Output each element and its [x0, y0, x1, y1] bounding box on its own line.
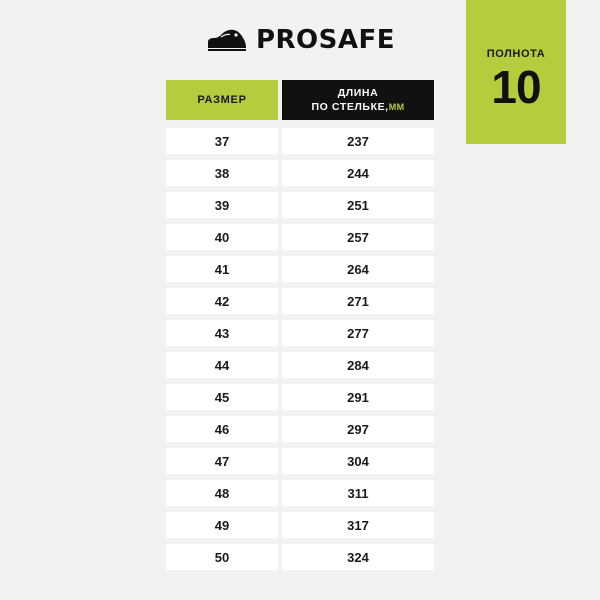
- table-row: [166, 352, 434, 378]
- cell-size: 43: [166, 320, 278, 346]
- cell-size: 48: [166, 480, 278, 506]
- table-row: [166, 512, 434, 538]
- column-header-length-unit: ММ: [388, 102, 405, 112]
- cell-size: 41: [166, 256, 278, 282]
- table-header-row: [166, 80, 434, 120]
- cell-length: 257: [282, 224, 434, 250]
- fullness-value: 10: [491, 61, 541, 113]
- table-row: [166, 416, 434, 442]
- cell-size: 38: [166, 160, 278, 186]
- table-row: [166, 192, 434, 218]
- cell-length: 271: [282, 288, 434, 314]
- cell-size: 50: [166, 544, 278, 570]
- column-header-length-line1: ДЛИНА: [337, 86, 379, 99]
- table-row: [166, 160, 434, 186]
- fullness-label: ПОЛНОТА: [486, 48, 546, 60]
- cell-length: 291: [282, 384, 434, 410]
- cell-length: 317: [282, 512, 434, 538]
- cell-length: 244: [282, 160, 434, 186]
- cell-size: 44: [166, 352, 278, 378]
- column-header-length: [282, 80, 434, 120]
- table-row: [166, 544, 434, 570]
- cell-size: 39: [166, 192, 278, 218]
- cell-size: 49: [166, 512, 278, 538]
- cell-length: 277: [282, 320, 434, 346]
- shoe-mark-icon: [205, 26, 249, 54]
- cell-size: 42: [166, 288, 278, 314]
- table-row: [166, 320, 434, 346]
- fullness-badge: [466, 0, 566, 144]
- table-row: [166, 224, 434, 250]
- cell-length: 324: [282, 544, 434, 570]
- cell-size: 46: [166, 416, 278, 442]
- cell-length: 297: [282, 416, 434, 442]
- cell-size: 45: [166, 384, 278, 410]
- cell-length: 311: [282, 480, 434, 506]
- table-row: [166, 384, 434, 410]
- size-table: [166, 80, 434, 576]
- cell-length: 264: [282, 256, 434, 282]
- table-row: [166, 288, 434, 314]
- cell-length: 237: [282, 128, 434, 154]
- column-header-size: РАЗМЕР: [166, 80, 278, 120]
- table-row: [166, 480, 434, 506]
- table-row: [166, 256, 434, 282]
- table-row: [166, 448, 434, 474]
- table-row: [166, 128, 434, 154]
- cell-size: 47: [166, 448, 278, 474]
- cell-length: 304: [282, 448, 434, 474]
- cell-length: 251: [282, 192, 434, 218]
- cell-size: 37: [166, 128, 278, 154]
- cell-length: 284: [282, 352, 434, 378]
- table-body: [166, 128, 434, 570]
- brand-name: PROSAFE: [255, 25, 396, 55]
- cell-size: 40: [166, 224, 278, 250]
- column-header-length-line2: ПО СТЕЛЬКЕ,ММ: [311, 101, 405, 113]
